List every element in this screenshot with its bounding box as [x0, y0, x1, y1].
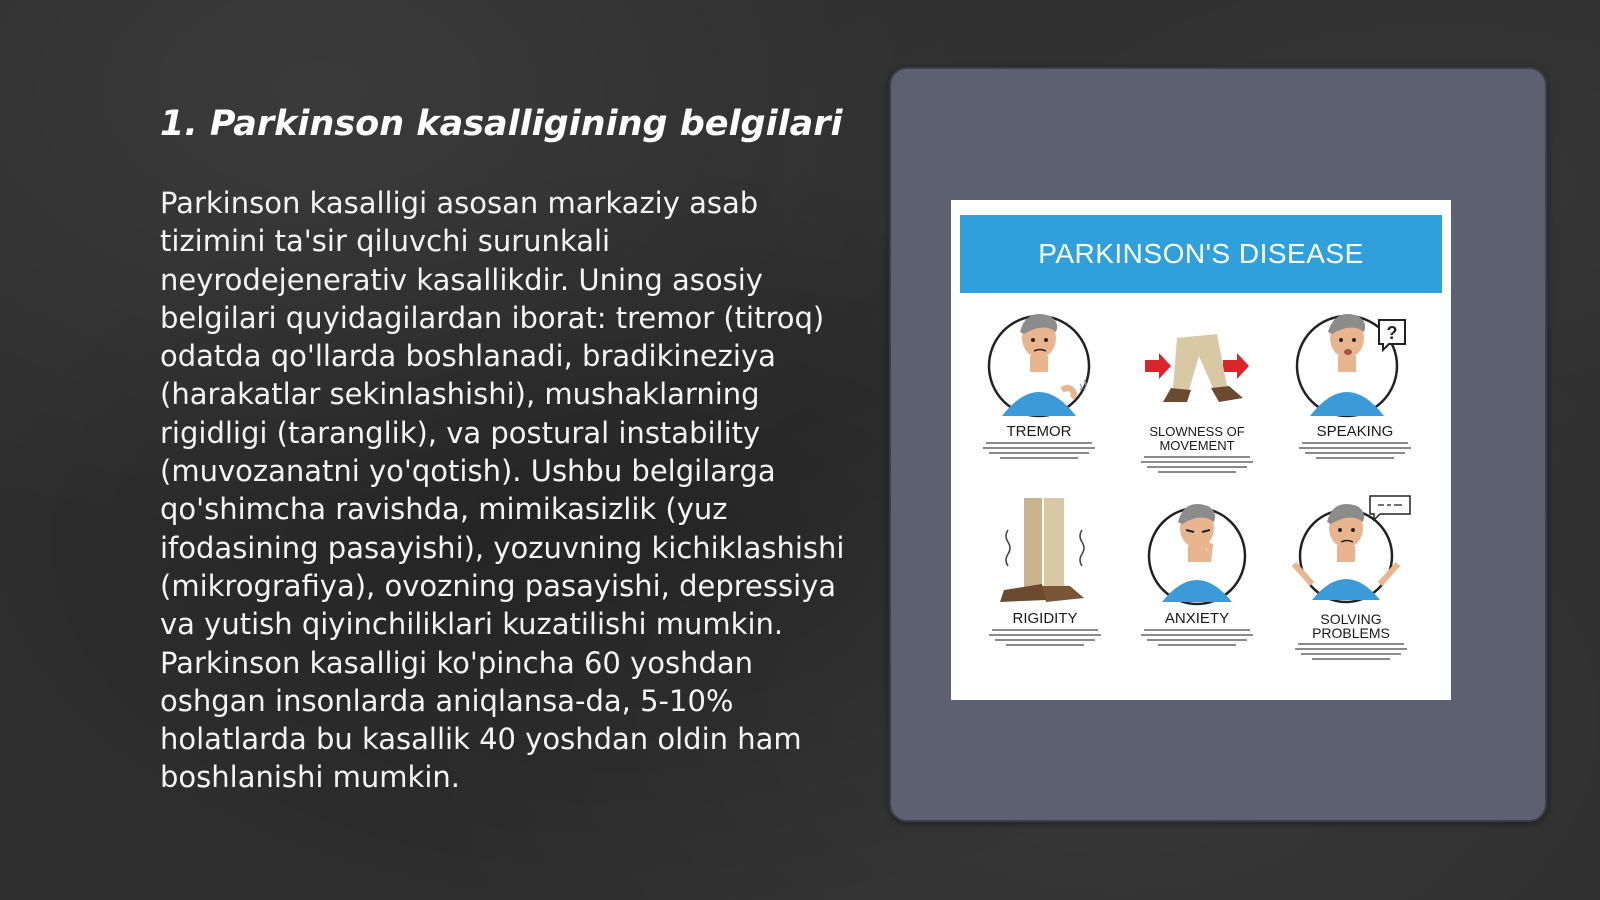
lorem-placeholder: [1141, 629, 1253, 646]
symptom-slowness-of-movement: [1127, 298, 1267, 488]
speaking-icon: [1295, 298, 1415, 423]
lorem-placeholder: [1141, 456, 1253, 473]
lorem-placeholder: [1295, 643, 1407, 660]
slide-body-text: Parkinson kasalligi asosan markaziy asab tizimini ta'sir qiluvchi surunkali neyrodejenerativ kasallikdir. Uning asosiy belgilari quyidagilardan iborat: tremor (titroq) odatda qo'llarda boshlanadi, bradikineziya (harakatlar sekinlashishi), mushaklarning rigidligi (taranglik), va postural instability (muvozanatni yo'qotish). Ushbu belgilarga qo'shimcha ravishda, mimikasizlik (yuz ifodasining pasayishi), yozuvning kichiklashishi (mikrografiya), ovozning pasayishi, depressiya va yutish qiyinchiliklari kuzatilishi mumkin. Parkinson kasalligi ko'pincha 60 yoshdan oshgan insonlarda aniqlansa-da, 5-10% holatlarda bu kasallik 40 yoshdan oldin ham boshlanishi mumkin.: [160, 186, 845, 795]
solving-problems-icon: [1286, 490, 1416, 610]
rigid-legs-icon: [990, 490, 1100, 610]
svg-text:?: ?: [1386, 323, 1398, 343]
symptom-label: SOLVING PROBLEMS: [1312, 611, 1390, 641]
symptom-label: ANXIETY: [1164, 610, 1230, 627]
parkinsons-infographic: [951, 200, 1451, 700]
symptom-anxiety: [1127, 490, 1267, 680]
lorem-placeholder: [1299, 442, 1411, 459]
symptom-label: SLOWNESS OF MOVEMENT: [1149, 424, 1245, 453]
infographic-header: PARKINSON'S DISEASE: [960, 215, 1442, 293]
symptom-solving-problems: [1281, 490, 1421, 680]
image-panel: [889, 67, 1547, 822]
walking-legs-icon: [1137, 298, 1257, 423]
slide-title: 1. Parkinson kasalligining belgilari: [160, 104, 843, 144]
lorem-placeholder: [989, 629, 1101, 646]
symptom-label: SPEAKING: [1316, 423, 1394, 440]
lorem-placeholder: [983, 442, 1095, 459]
symptom-label: TREMOR: [1006, 423, 1072, 440]
symptom-speaking: [1285, 298, 1425, 488]
symptom-rigidity: [975, 490, 1115, 680]
tremor-icon: [984, 298, 1094, 423]
symptom-label: RIGIDITY: [1012, 610, 1078, 627]
anxiety-icon: [1142, 490, 1252, 610]
symptom-tremor: [969, 298, 1109, 488]
